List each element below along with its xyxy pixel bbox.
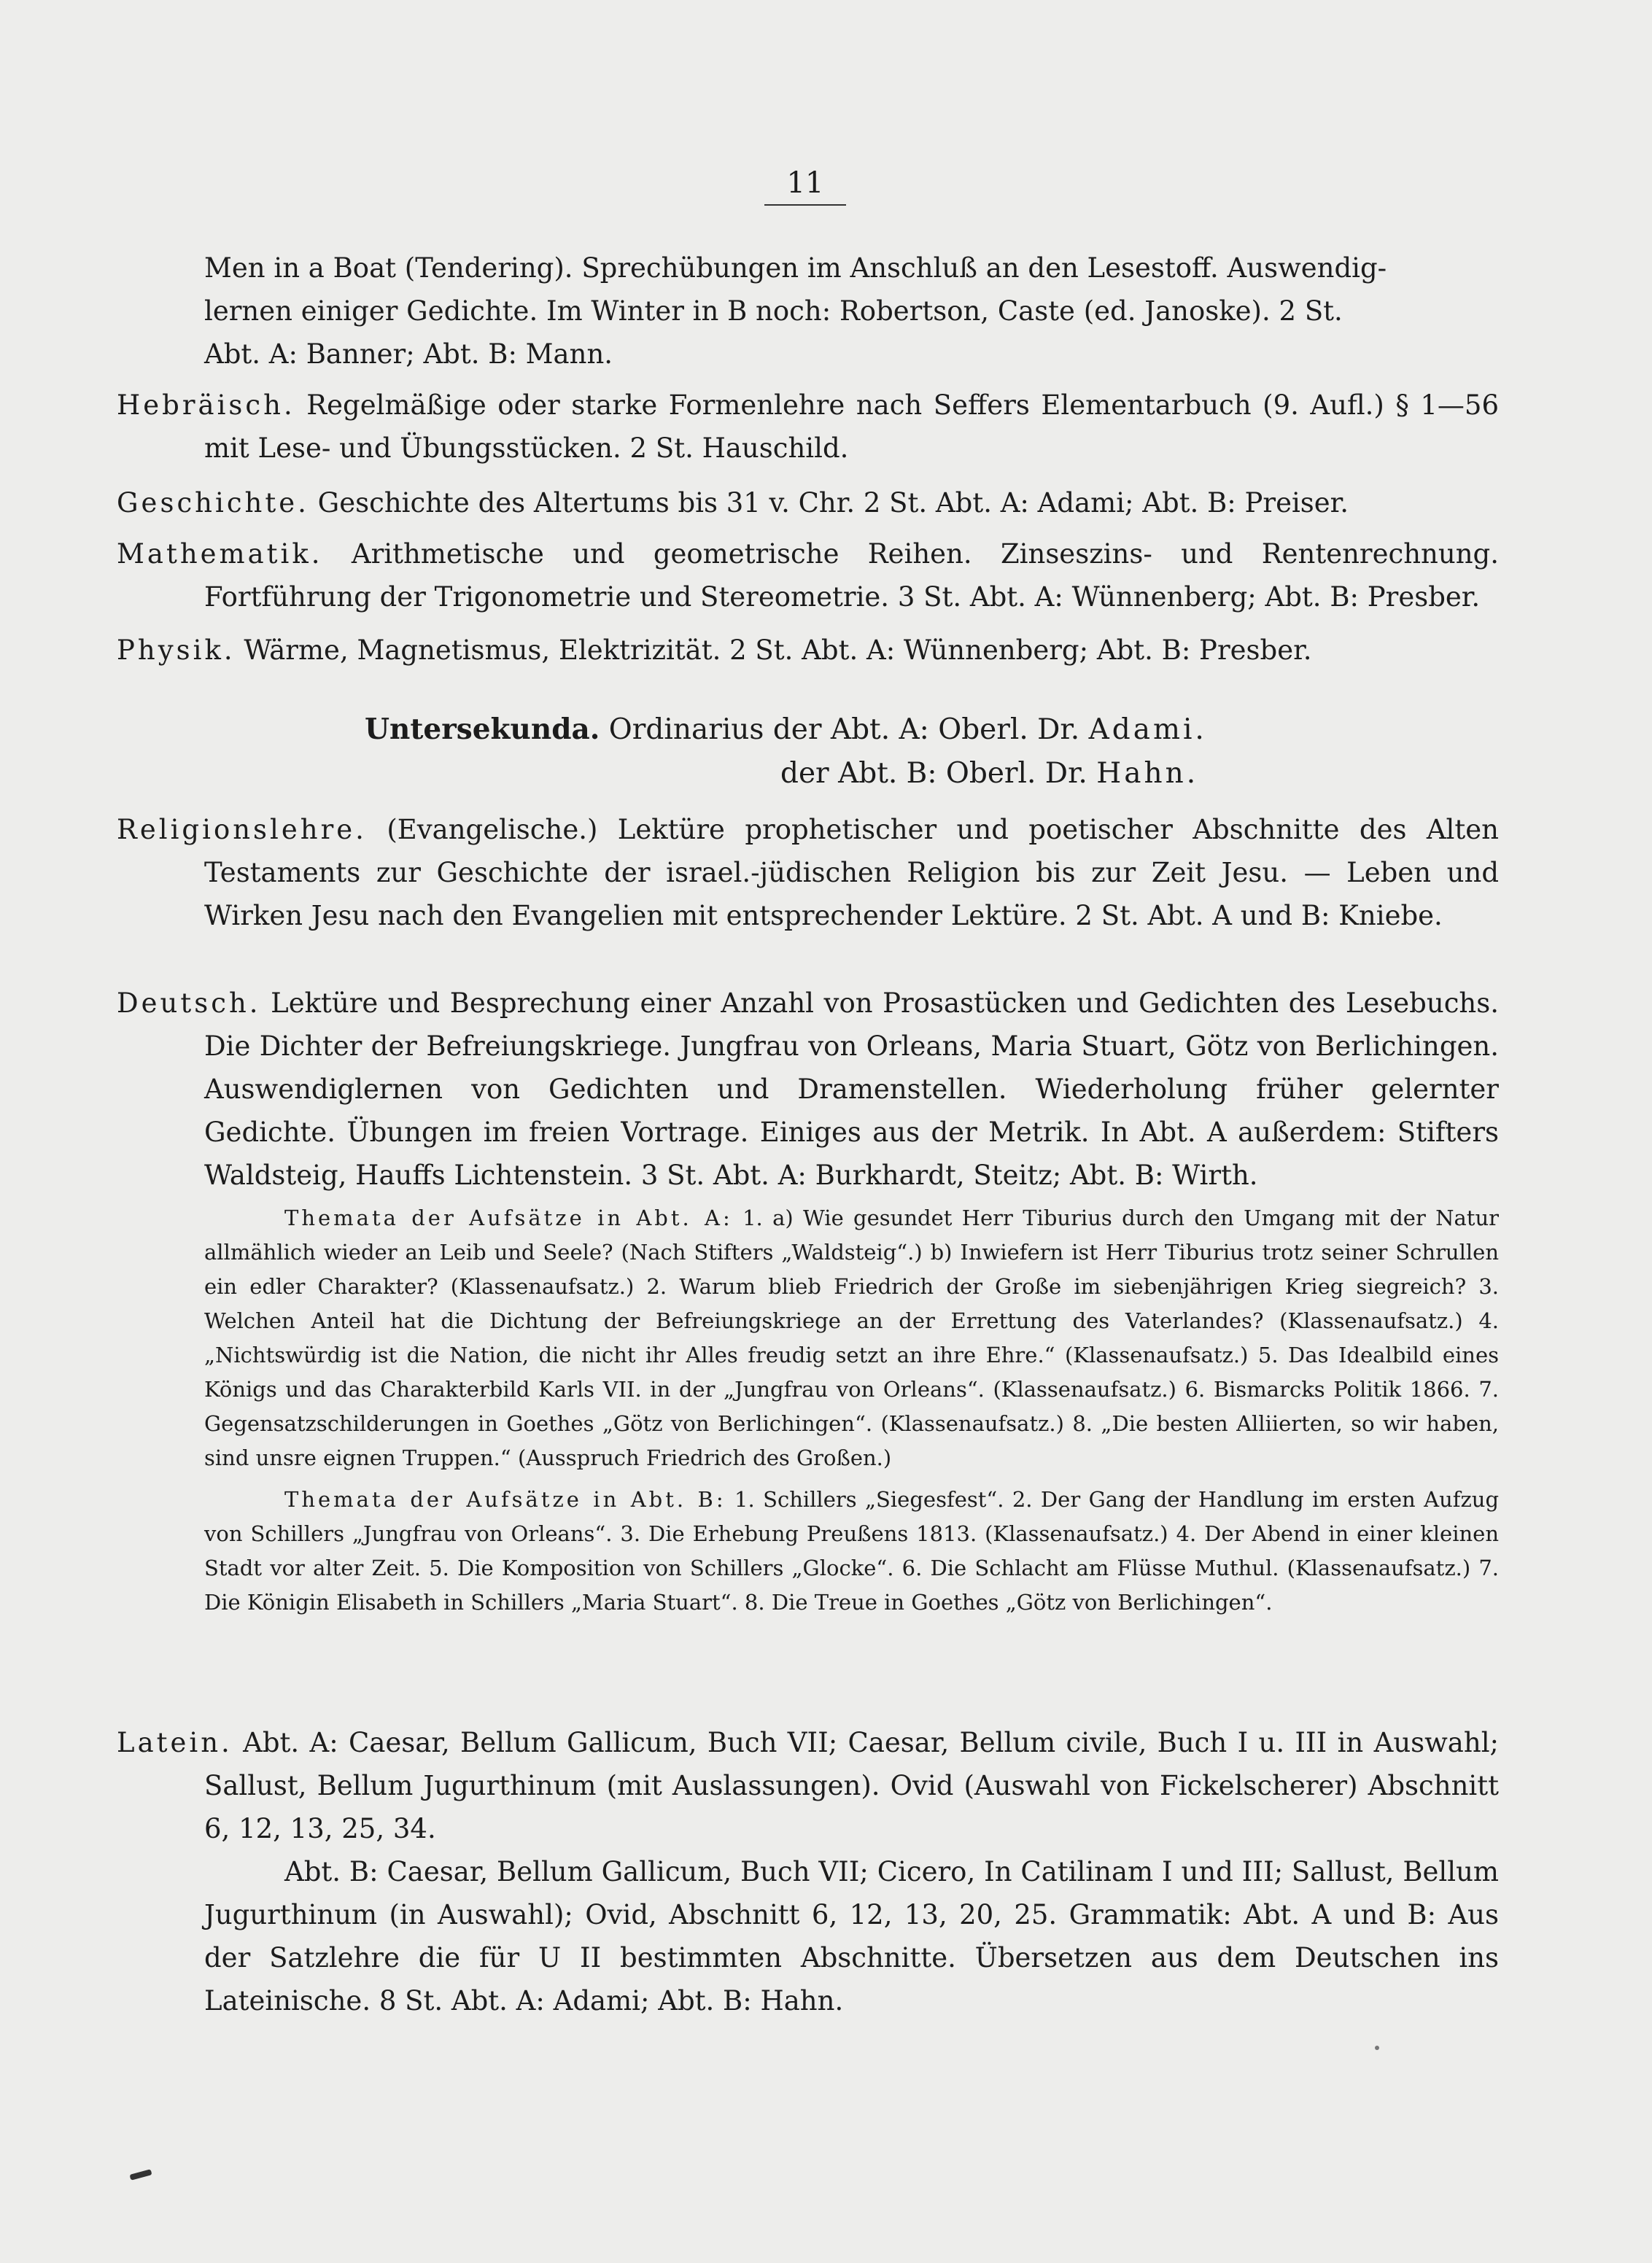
scan-speck xyxy=(1375,2046,1379,2050)
ordinarius-b-name: Hahn. xyxy=(1096,757,1199,790)
section-latein xyxy=(117,1721,1499,2022)
page-number: 11 xyxy=(764,166,846,206)
untersekunda-title: Untersekunda. xyxy=(365,713,600,746)
english-line-1: Men in a Boat (Tendering). Sprechübungen im Anschluß an den Lesestoff. Auswendig- xyxy=(204,252,1387,284)
english-continuation xyxy=(117,247,1499,376)
section-religion xyxy=(117,808,1499,937)
deutsch-text: Lektüre und Besprechung einer Anzahl von Prosastücken und Gedichten des Lesebuchs. Die Dichter der Befreiungskriege. Jungfrau von Orleans, Maria Stuart, Götz von Berlichingen. Auswendiglernen von Gedichten und Dramenstellen. Wiederholung früher gelernter Gedichte. Übungen im freien Vortrage. Einiges aus der Metrik. In Abt. A außerdem: Stifters Waldsteig, Hauffs Lichtenstein. 3 St. Abt. A: Burkhardt, Steitz; Abt. B: Wirth. xyxy=(204,987,1499,1191)
themata-b xyxy=(117,1483,1499,1620)
ordinarius-a-prefix: Ordinarius der Abt. A: Oberl. Dr. xyxy=(608,713,1080,746)
section-deutsch xyxy=(117,982,1499,1620)
ordinarius-b-prefix: der Abt. B: Oberl. Dr. xyxy=(780,757,1087,790)
section-geschichte xyxy=(117,481,1499,524)
subject-label-hebraeisch: Hebräisch. xyxy=(117,389,295,421)
hebraeisch-text: Regelmäßige oder starke Formenlehre nach Seffers Elementarbuch (9. Aufl.) § 1—56 mit Lese- und Übungsstücken. 2 St. Hauschild. xyxy=(204,389,1499,464)
themata-b-text: 1. Schillers „Siegesfest“. 2. Der Gang der Handlung im ersten Aufzug von Schillers „Jungfrau von Orleans“. 3. Die Erhebung Preußens 1813. (Klassenaufsatz.) 4. Der Abend in einer kleinen Stadt vor alter Zeit. 5. Die Komposition von Schillers „Glocke“. 6. Die Schlacht am Flüsse Muthul. (Klassenaufsatz.) 7. Die Königin Elisabeth in Schillers „Maria Stuart“. 8. Die Treue in Goethes „Götz von Berlichingen“. xyxy=(204,1487,1500,1615)
ordinarius-a-name: Adami. xyxy=(1088,713,1207,746)
subject-label-religion: Religionslehre. xyxy=(117,814,367,845)
untersekunda-heading xyxy=(365,707,1386,796)
subject-label-physik: Physik. xyxy=(117,634,236,666)
themata-a-label: Themata der Aufsätze in Abt. A: xyxy=(284,1206,733,1230)
section-mathematik xyxy=(117,532,1499,618)
themata-b-label: Themata der Aufsätze in Abt. B: xyxy=(284,1487,726,1512)
scan-smudge xyxy=(129,2169,152,2180)
physik-text: Wärme, Magnetismus, Elektrizität. 2 St. Abt. A: Wünnenberg; Abt. B: Presber. xyxy=(244,634,1312,666)
themata-a-text: 1. a) Wie gesundet Herr Tiburius durch den Umgang mit der Natur allmählich wieder an Leib und Seele? (Nach Stifters „Waldsteig“.) b) Inwiefern ist Herr Tiburius trotz seiner Schrullen ein edler Charakter? (Klassenaufsatz.) 2. Warum blieb Friedrich der Große im siebenjährigen Krieg siegreich? 3. Welchen Anteil hat die Dichtung der Befreiungskriege an der Errettung des Vaterlandes? (Klassenaufsatz.) 4. „Nichtswürdig ist die Nation, die nicht ihr Alles freudig setzt an ihre Ehre.“ (Klassenaufsatz.) 5. Das Idealbild eines Königs und das Charakterbild Karls VII. in der „Jungfrau von Orleans“. (Klassenaufsatz.) 6. Bismarcks Politik 1866. 7. Gegensatzschilderungen in Goethes „Götz von Berlichingen“. (Klassenaufsatz.) 8. „Die besten Alliierten, so wir haben, sind unsre eignen Truppen.“ (Ausspruch Friedrich des Großen.) xyxy=(204,1206,1500,1470)
english-line-3: Abt. A: Banner; Abt. B: Mann. xyxy=(204,338,613,370)
subject-label-deutsch: Deutsch. xyxy=(117,987,261,1019)
mathematik-text: Arithmetische und geometrische Reihen. Zinseszins- und Rentenrechnung. Fortführung der Trigonometrie und Stereometrie. 3 St. Abt. A: Wünnenberg; Abt. B: Presber. xyxy=(204,538,1499,613)
latein-text-a: Abt. A: Caesar, Bellum Gallicum, Buch VII; Caesar, Bellum civile, Buch I u. III in Auswahl; Sallust, Bellum Jugurthinum (mit Auslassungen). Ovid (Auswahl von Fickelscherer) Abschnitt 6, 12, 13, 25, 34. xyxy=(204,1727,1499,1844)
section-hebraeisch xyxy=(117,384,1499,470)
english-line-2: lernen einiger Gedichte. Im Winter in B noch: Robertson, Caste (ed. Janoske). 2 St. xyxy=(204,295,1343,327)
latein-paragraph-b xyxy=(117,1850,1499,2022)
subject-label-latein: Latein. xyxy=(117,1727,233,1758)
latein-text-b: Abt. B: Caesar, Bellum Gallicum, Buch VII; Cicero, In Catilinam I und III; Sallust, Bellum Jugurthinum (in Auswahl); Ovid, Abschnitt 6, 12, 13, 20, 25. Grammatik: Abt. A und B: Aus der Satzlehre die für U II bestimmten Abschnitte. Übersetzen aus dem Deutschen ins Lateinische. 8 St. Abt. A: Adami; Abt. B: Hahn. xyxy=(204,1856,1499,2016)
subject-label-mathematik: Mathematik. xyxy=(117,538,323,570)
subject-label-geschichte: Geschichte. xyxy=(117,487,309,519)
religion-text: (Evangelische.) Lektüre prophetischer und poetischer Abschnitte des Alten Testaments zur Geschichte der israel.-jüdischen Religion bis zur Zeit Jesu. — Leben und Wirken Jesu nach den Evangelien mit entsprechender Lektüre. 2 St. Abt. A und B: Kniebe. xyxy=(204,814,1499,931)
section-physik xyxy=(117,629,1499,672)
geschichte-text: Geschichte des Altertums bis 31 v. Chr. 2 St. Abt. A: Adami; Abt. B: Preiser. xyxy=(317,487,1349,519)
themata-a xyxy=(117,1201,1499,1475)
